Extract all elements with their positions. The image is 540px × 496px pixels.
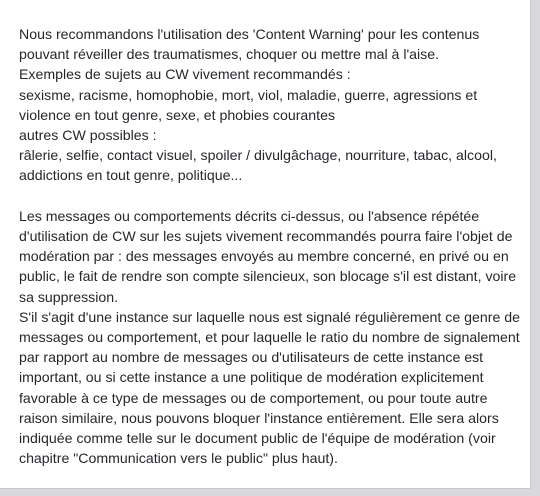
text-line: par rapport au nombre de messages ou d'utilisateurs de cette instance est	[19, 349, 484, 366]
text-line: public, le fait de rendre son compte silencieux, son blocage s'il est distant, voire	[19, 268, 517, 285]
text-line: addictions en tout genre, politique...	[19, 167, 243, 184]
moderation-rules-text	[19, 24, 519, 468]
text-line: modération par : des messages envoyés au membre concerné, en privé ou en	[19, 248, 509, 265]
text-line: d'utilisation de CW sur les sujets vivement recommandés pourra faire l'objet de	[19, 228, 513, 245]
text-line: messages ou comportement, et pour laquelle le ratio du nombre de signalement	[19, 329, 520, 346]
text-line: S'il s'agit d'une instance sur laquelle nous est signalé régulièrement ce genre de	[19, 308, 520, 325]
text-line: sa suppression.	[19, 288, 119, 305]
text-line: pouvant réveiller des traumatismes, choquer ou mettre mal à l'aise.	[19, 46, 440, 63]
text-line: autres CW possibles :	[19, 127, 157, 144]
text-line: violence en tout genre, sexe, et phobies courantes	[19, 106, 336, 123]
text-line: chapitre "Communication vers le public" plus haut).	[19, 450, 338, 467]
paragraph-spacer	[19, 186, 519, 206]
text-line: Exemples de sujets au CW vivement recommandés :	[19, 66, 351, 83]
moderation-paragraph	[19, 206, 519, 469]
text-line: Les messages ou comportements décrits ci-dessus, ou l'absence répétée	[19, 207, 480, 224]
text-line: râlerie, selfie, contact visuel, spoiler / divulgâchage, nourriture, tabac, alcool,	[19, 147, 497, 164]
text-line: indiquée comme telle sur le document public de l'équipe de modération (voir	[19, 430, 496, 447]
content-warning-paragraph	[19, 24, 519, 186]
text-line: important, ou si cette instance a une politique de modération explicitement	[19, 369, 484, 386]
text-line: raison similaire, nous pouvons bloquer l'instance entièrement. Elle sera alors	[19, 409, 499, 426]
text-line: Nous recommandons l'utilisation des 'Content Warning' pour les contenus	[19, 26, 480, 42]
text-line: favorable à ce type de messages ou de comportement, ou pour toute autre	[19, 389, 488, 406]
text-line: sexisme, racisme, homophobie, mort, viol, maladie, guerre, agressions et	[19, 86, 478, 103]
